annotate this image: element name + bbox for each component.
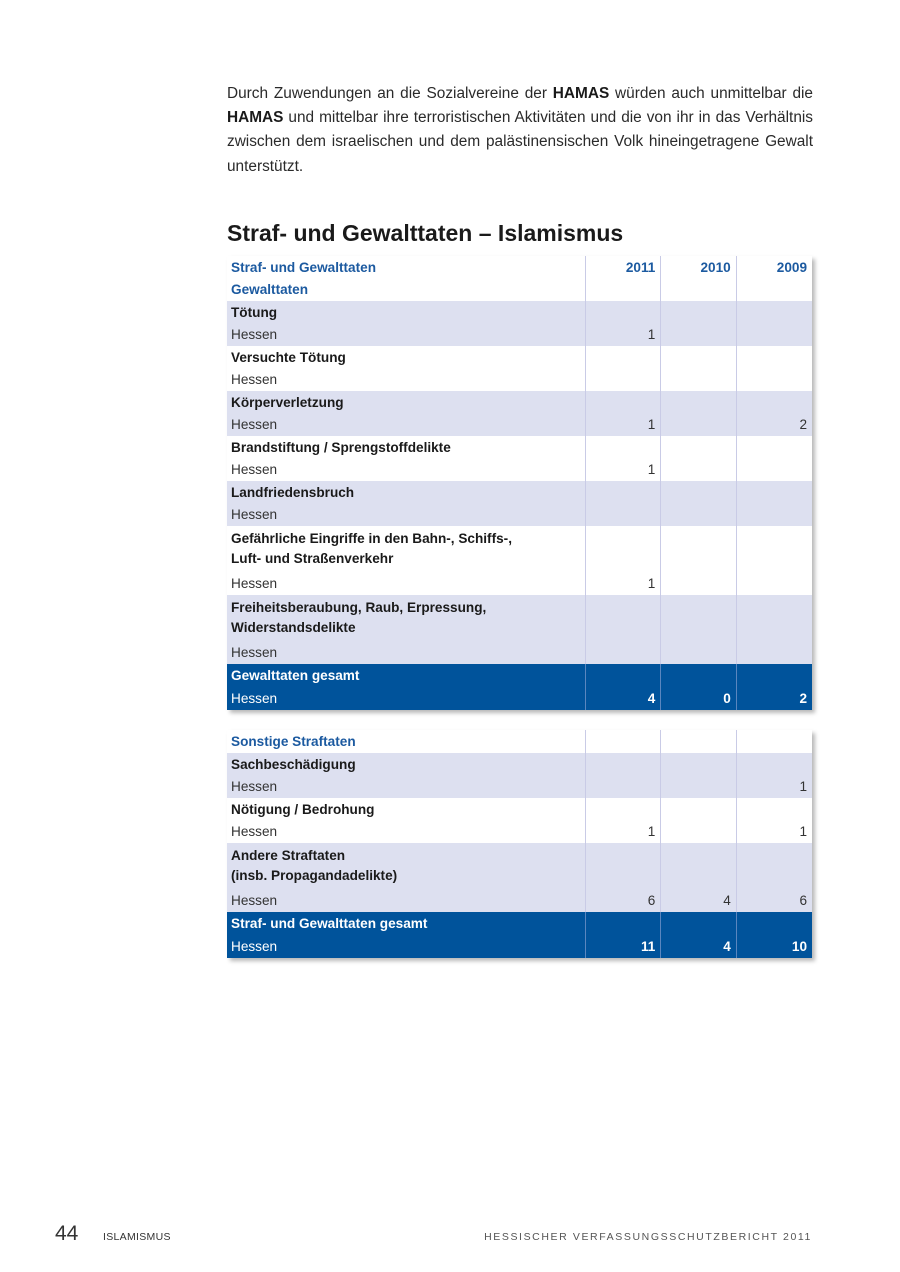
cell-value-2009: 2 xyxy=(736,413,812,436)
cell-value-2009 xyxy=(736,503,812,526)
cell-value-2011: 1 xyxy=(585,820,660,843)
section-title: Straf- und Gewalttaten – Islamismus xyxy=(227,220,624,246)
cell-value-2009: 1 xyxy=(736,775,812,798)
cell-value-2009 xyxy=(736,301,812,323)
cell-value-2011 xyxy=(585,775,660,798)
cell-value-2009 xyxy=(736,753,812,775)
cell-value-2009: 1 xyxy=(736,820,812,843)
category-label-line-1: Gefährliche Eingriffe in den Bahn-, Schiffs-, xyxy=(231,531,512,546)
region-row xyxy=(227,775,812,798)
category-label xyxy=(227,526,585,572)
region-label: Hessen xyxy=(231,462,278,477)
cell-value-2010 xyxy=(660,323,735,346)
cell-value-2010 xyxy=(660,301,735,323)
cell-value-2011: 1 xyxy=(585,572,660,595)
category-row xyxy=(227,481,812,503)
cell-value-2010 xyxy=(660,641,735,664)
table-subheader-row xyxy=(227,278,812,301)
cell-value-2009 xyxy=(736,391,812,413)
cell-value-2009 xyxy=(736,368,812,391)
category-label xyxy=(227,843,585,889)
intro-text-1: Durch Zuwendungen an die Sozialvereine der xyxy=(227,85,553,102)
total-values-row xyxy=(227,935,812,958)
total-label: Gewalttaten gesamt xyxy=(231,668,360,683)
region-label: Hessen xyxy=(231,645,278,660)
cell-value-2011 xyxy=(585,526,660,572)
cell-value-2009 xyxy=(736,346,812,368)
cell-value-2010 xyxy=(660,798,735,820)
page-number: 44 xyxy=(55,1222,79,1245)
intro-bold-1: HAMAS xyxy=(552,85,610,102)
total-value-2010: 0 xyxy=(660,687,735,710)
cell-value-2011 xyxy=(585,368,660,391)
cell-value-2009: 6 xyxy=(736,889,812,912)
cell-value-2010 xyxy=(660,572,735,595)
category-label: Körperverletzung xyxy=(231,394,344,410)
cell-value-2010 xyxy=(660,368,735,391)
cell-value-2009 xyxy=(736,323,812,346)
category-row xyxy=(227,301,812,323)
cell-value-2011: 1 xyxy=(585,323,660,346)
intro-text-3: und mittelbar ihre terroristischen Aktivitäten und die von ihr in das Verhältnis zwischen dem israelischen und dem palästinensischen Volk hineingetragene Gewalt unterstützt. xyxy=(227,109,813,175)
category-row xyxy=(227,526,812,572)
cell-value-2009 xyxy=(736,843,812,889)
total-row xyxy=(227,664,812,687)
table-header-row xyxy=(227,730,812,753)
cell-value-2010 xyxy=(660,753,735,775)
category-row xyxy=(227,595,812,641)
cell-value-2010 xyxy=(660,503,735,526)
intro-paragraph xyxy=(227,82,813,179)
category-label: Sachbeschädigung xyxy=(231,756,356,772)
region-row xyxy=(227,368,812,391)
region-label: Hessen xyxy=(231,327,278,342)
total-value-2011: 4 xyxy=(585,687,660,710)
cell-value-2009 xyxy=(736,595,812,641)
subheader-label: Gewalttaten xyxy=(231,282,309,297)
cell-value-2010 xyxy=(660,820,735,843)
header-year-2009: 2009 xyxy=(736,256,812,278)
region-label: Hessen xyxy=(231,824,278,839)
cell-value-2011: 1 xyxy=(585,458,660,481)
total-region: Hessen xyxy=(231,939,278,954)
cell-value-2011 xyxy=(585,436,660,458)
category-label-line-2: Luft- und Straßenverkehr xyxy=(231,551,394,566)
category-label: Landfriedensbruch xyxy=(231,484,355,500)
cell-value-2009 xyxy=(736,572,812,595)
category-label: Tötung xyxy=(231,304,278,320)
region-row xyxy=(227,820,812,843)
cell-value-2009 xyxy=(736,641,812,664)
cell-value-2010 xyxy=(660,436,735,458)
intro-bold-2: HAMAS xyxy=(227,109,284,127)
cell-value-2010 xyxy=(660,413,735,436)
category-row xyxy=(227,798,812,820)
total-value-2009: 2 xyxy=(736,687,812,710)
category-row xyxy=(227,753,812,775)
cell-value-2011 xyxy=(585,798,660,820)
region-label: Hessen xyxy=(231,507,278,522)
category-label xyxy=(227,595,585,641)
cell-value-2010 xyxy=(660,775,735,798)
region-row xyxy=(227,572,812,595)
total-label: Straf- und Gewalttaten gesamt xyxy=(231,916,428,931)
cell-value-2009 xyxy=(736,481,812,503)
region-row xyxy=(227,323,812,346)
total-value-2009: 10 xyxy=(736,935,812,958)
table-header-row xyxy=(227,256,812,278)
category-label-line-2: Widerstandsdelikte xyxy=(231,620,356,635)
region-row xyxy=(227,641,812,664)
region-label: Hessen xyxy=(231,779,278,794)
cell-value-2011 xyxy=(585,301,660,323)
cell-value-2011: 6 xyxy=(585,889,660,912)
cell-value-2010 xyxy=(660,843,735,889)
cell-value-2011 xyxy=(585,641,660,664)
cell-value-2009 xyxy=(736,798,812,820)
category-label-line-2: (insb. Propagandadelikte) xyxy=(231,868,398,883)
region-row xyxy=(227,413,812,436)
cell-value-2010 xyxy=(660,458,735,481)
category-row xyxy=(227,436,812,458)
cell-value-2011 xyxy=(585,346,660,368)
cell-value-2011 xyxy=(585,503,660,526)
total-row xyxy=(227,912,812,935)
cell-value-2011 xyxy=(585,753,660,775)
cell-value-2010 xyxy=(660,526,735,572)
region-label: Hessen xyxy=(231,372,278,387)
category-label-line-1: Andere Straftaten xyxy=(231,848,346,863)
cell-value-2011 xyxy=(585,595,660,641)
cell-value-2010 xyxy=(660,595,735,641)
cell-value-2011 xyxy=(585,481,660,503)
category-label: Versuchte Tötung xyxy=(231,349,346,365)
region-row xyxy=(227,503,812,526)
footer-section: ISLAMISMUS xyxy=(103,1231,171,1243)
cell-value-2010 xyxy=(660,481,735,503)
header-label: Sonstige Straftaten xyxy=(231,734,356,749)
total-region: Hessen xyxy=(231,691,278,706)
region-label: Hessen xyxy=(231,893,278,908)
footer-report-title: HESSISCHER VERFASSUNGSSCHUTZBERICHT 2011 xyxy=(484,1231,812,1243)
category-row xyxy=(227,346,812,368)
cell-value-2010 xyxy=(660,391,735,413)
other-crimes-table xyxy=(227,730,812,958)
region-label: Hessen xyxy=(231,417,278,432)
intro-text-2: würden auch unmittelbar die xyxy=(609,85,813,102)
cell-value-2011 xyxy=(585,843,660,889)
header-label: Straf- und Gewalttaten xyxy=(231,259,377,275)
region-label: Hessen xyxy=(231,576,278,591)
category-label-line-1: Freiheitsberaubung, Raub, Erpressung, xyxy=(231,600,487,615)
cell-value-2011 xyxy=(585,391,660,413)
header-year-2010: 2010 xyxy=(660,256,735,278)
region-row xyxy=(227,889,812,912)
cell-value-2009 xyxy=(736,436,812,458)
cell-value-2009 xyxy=(736,526,812,572)
category-label: Nötigung / Bedrohung xyxy=(231,801,375,817)
cell-value-2011: 1 xyxy=(585,413,660,436)
total-value-2011: 11 xyxy=(585,935,660,958)
category-row xyxy=(227,391,812,413)
category-row xyxy=(227,843,812,889)
violent-crimes-table xyxy=(227,256,812,710)
cell-value-2010: 4 xyxy=(660,889,735,912)
total-value-2010: 4 xyxy=(660,935,735,958)
cell-value-2009 xyxy=(736,458,812,481)
total-values-row xyxy=(227,687,812,710)
header-year-2011: 2011 xyxy=(585,256,660,278)
cell-value-2010 xyxy=(660,346,735,368)
region-row xyxy=(227,458,812,481)
category-label: Brandstiftung / Sprengstoffdelikte xyxy=(231,439,451,455)
